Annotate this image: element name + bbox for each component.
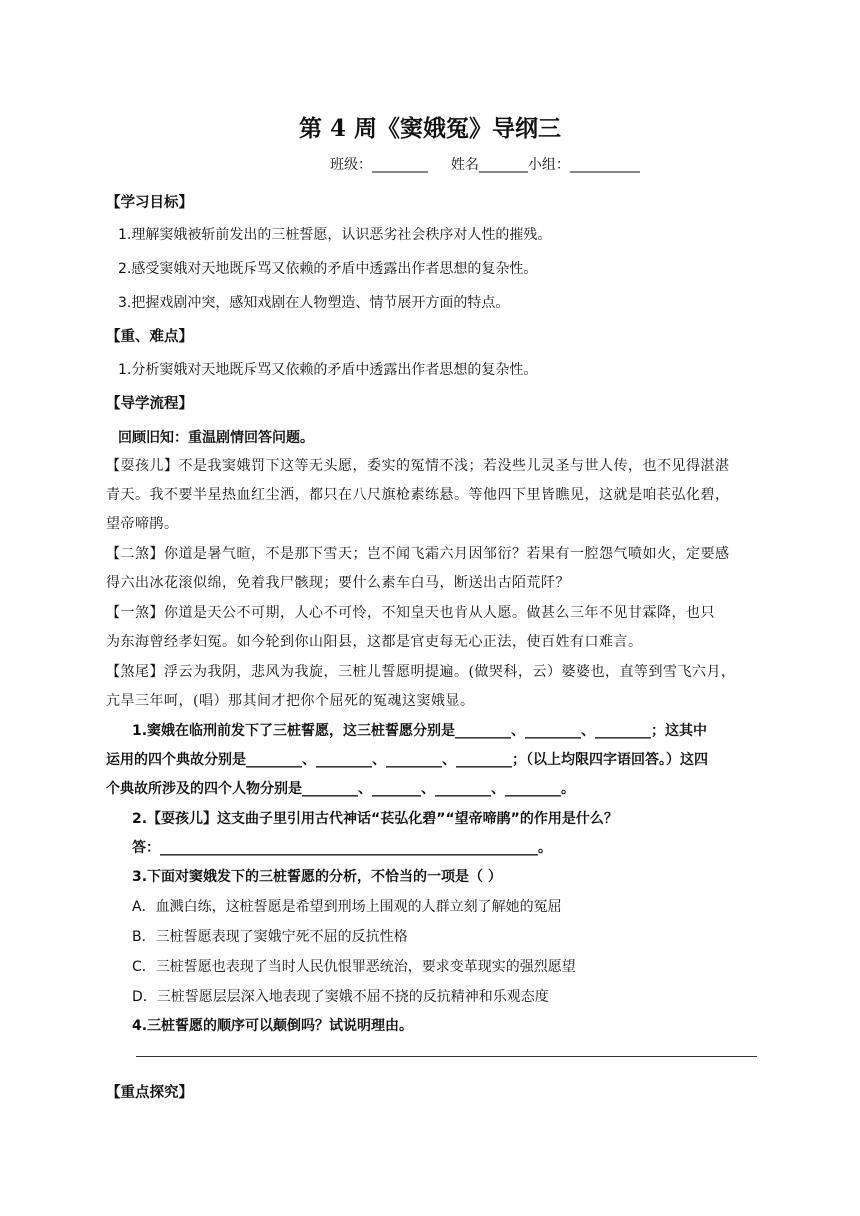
answer-rule[interactable] <box>136 1056 757 1057</box>
question-1-cont: 运用的四个典故分别是________、________、________、________；（以上均限四字语回答。）这四 <box>106 752 708 768</box>
key-points-heading: 【重、难点】 <box>106 329 193 345</box>
lyric-line: 为东海曾经孝妇冤。如今轮到你山阳县，这都是官吏每无心正法，使百姓有口难言。 <box>106 634 643 650</box>
lyric-line: 亢旱三年呵，(唱）那其间才把你个屈死的冤魂这窦娥显。 <box>106 693 475 709</box>
question-2: 2.【耍孩儿】这支曲子里引用古代神话“苌弘化碧”“望帝啼鹃”的作用是什么？ <box>132 811 618 827</box>
option-c: C．三桩誓愿也表现了当时人民仇恨罪恶统治，要求变革现实的强烈愿望 <box>132 959 576 975</box>
question-4: 4.三桩誓愿的顺序可以颠倒吗？试说明理由。 <box>132 1018 414 1034</box>
name-blank[interactable]: _______ <box>478 157 528 173</box>
group-label: 小组： <box>527 157 570 173</box>
lyric-line: 【耍孩儿】不是我窦娥罚下这等无头愿，委实的冤情不浅；若没些儿灵圣与世人传，也不见得湛湛 <box>106 458 730 474</box>
key-point-item: 1.分析窦娥对天地既斥骂又依赖的矛盾中透露出作者思想的复杂性。 <box>118 362 538 378</box>
option-b: B．三桩誓愿表现了窦娥宁死不屈的反抗性格 <box>132 929 408 945</box>
goal-item: 1.理解窦娥被斩前发出的三桩誓愿，认识恶劣社会秩序对人性的摧残。 <box>118 227 552 243</box>
lyric-line: 得六出冰花滚似绵，免着我尸骸现；要什么素车白马，断送出古陌荒阡？ <box>106 575 570 591</box>
lyric-line: 青天。我不要半星热血红尘洒，都只在八尺旗枪素练悬。等他四下里皆瞧见，这就是咱苌弘化碧， <box>106 487 730 503</box>
class-blank[interactable]: ________ <box>372 157 428 173</box>
group-blank[interactable]: __________ <box>569 157 640 173</box>
answer-line[interactable]: 答：______________________________________________________。 <box>132 840 552 856</box>
lyric-line: 【二煞】你道是暑气暄，不是那下雪天；岂不闻飞霜六月因邹衍？若果有一腔怨气喷如火，定要感 <box>106 546 730 562</box>
goal-item: 2.感受窦娥对天地既斥骂又依赖的矛盾中透露出作者思想的复杂性。 <box>118 261 538 277</box>
question-1: 1.窦娥在临刑前发下了三桩誓愿，这三桩誓愿分别是________、________、________；这其中 <box>132 723 708 739</box>
flow-heading: 【导学流程】 <box>106 396 193 412</box>
question-1-cont: 个典故所涉及的四个人物分别是________、_______、________、________。 <box>106 781 575 797</box>
explore-heading: 【重点探究】 <box>106 1085 193 1101</box>
page-title: 第 4 周《窦娥冤》导纲三 <box>298 115 562 142</box>
class-label: 班级： <box>330 157 372 173</box>
student-info-line <box>330 154 640 174</box>
option-d: D．三桩誓愿层层深入地表现了窦娥不屈不挠的反抗精神和乐观态度 <box>132 989 549 1005</box>
goals-heading: 【学习目标】 <box>106 195 193 211</box>
review-heading: 回顾旧知：重温剧情回答问题。 <box>118 430 314 446</box>
name-label: 姓名 <box>450 157 479 173</box>
option-a: A．血溅白练，这桩誓愿是希望到刑场上围观的人群立刻了解她的冤屈 <box>132 899 562 915</box>
lyric-line: 【一煞】你道是天公不可期，人心不可怜，不知皇天也肯从人愿。做甚么三年不见甘霖降，也只 <box>106 605 715 621</box>
lyric-line: 望帝啼鹃。 <box>106 516 179 532</box>
goal-item: 3.把握戏剧冲突，感知戏剧在人物塑造、情节展开方面的特点。 <box>118 295 510 311</box>
question-3: 3.下面对窦娥发下的三桩誓愿的分析，不恰当的一项是（ ） <box>132 869 502 885</box>
lyric-line: 【煞尾】浮云为我阴，悲风为我旋，三桩儿誓愿明提遍。(做哭科，云）婆婆也，直等到雪飞六月， <box>106 664 736 680</box>
